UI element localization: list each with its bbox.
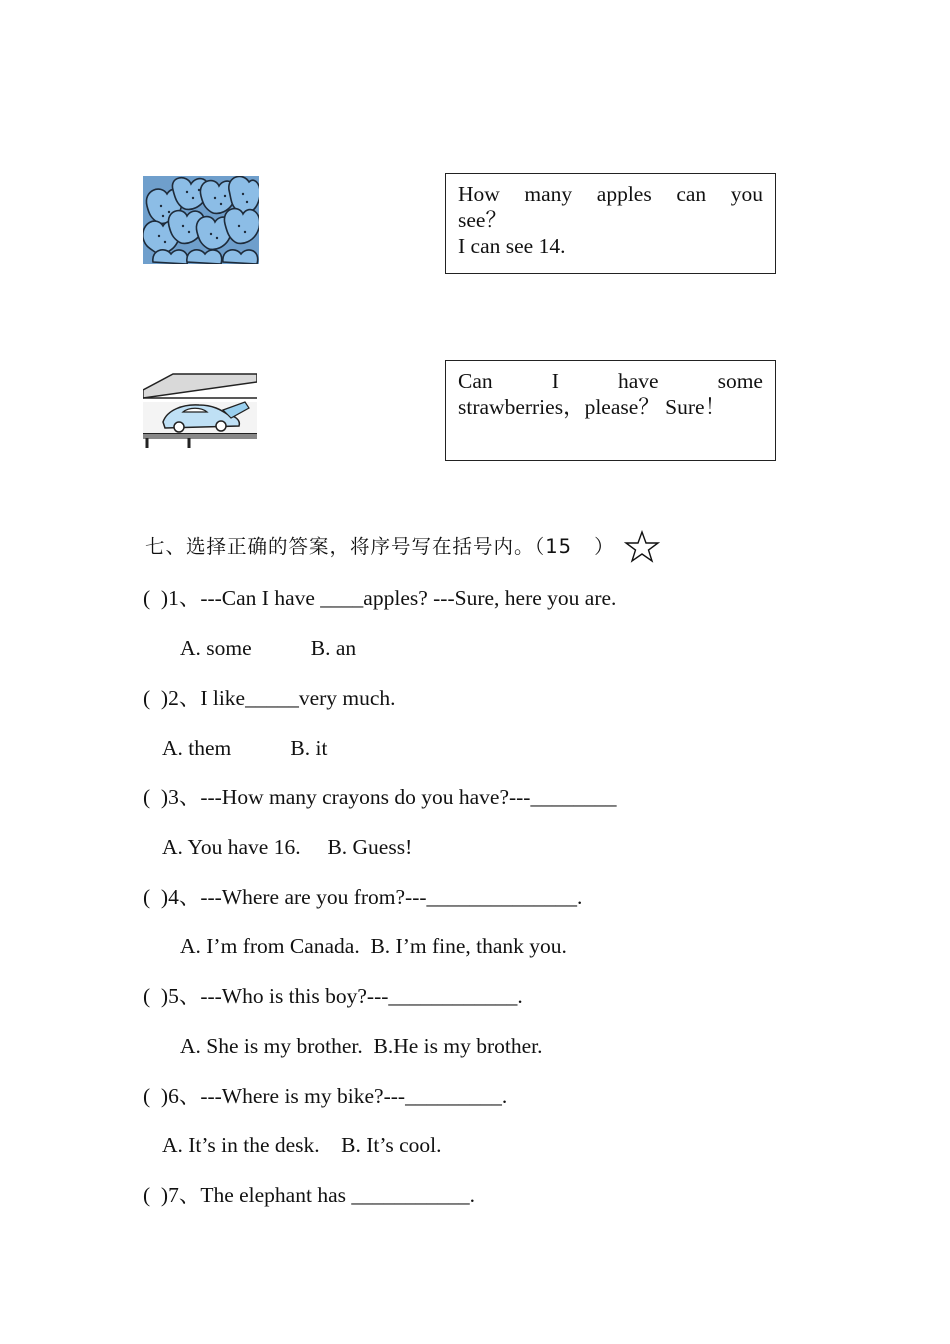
question-box <box>445 173 776 274</box>
car-under-desk-picture <box>143 372 257 448</box>
word: Can <box>458 369 493 393</box>
question-options: A. them B. it <box>162 736 328 760</box>
question-options: A. some B. an <box>180 636 357 660</box>
box-line <box>458 368 763 394</box>
box-line: see？ <box>458 208 507 232</box>
question-options: A. She is my brother. B.He is my brother. <box>180 1034 543 1058</box>
word: can <box>676 182 707 206</box>
question-stem: ( )3、---How many crayons do you have?---________ <box>143 785 617 809</box>
question-stem: ( )7、The elephant has ___________. <box>143 1183 475 1207</box>
question-stem: ( )5、---Who is this boy?---____________. <box>143 984 523 1008</box>
section-heading <box>145 534 615 560</box>
question-stem: ( )2、I like_____very much. <box>143 686 396 710</box>
question-box <box>445 360 776 461</box>
word: have <box>617 369 659 393</box>
question-stem: ( )4、---Where are you from?---______________. <box>143 885 583 909</box>
word: apples <box>596 182 652 206</box>
question-options: A. You have 16. B. Guess! <box>162 835 413 859</box>
star-outline-icon <box>624 530 660 564</box>
word: I <box>551 369 559 393</box>
word: many <box>524 182 573 206</box>
question-options: A. It’s in the desk. B. It’s cool. <box>162 1133 442 1157</box>
box-line: I can see 14. <box>458 234 566 258</box>
word: some <box>717 369 763 393</box>
box-line <box>458 181 763 207</box>
section-heading-close: ） <box>594 535 615 558</box>
question-stem: ( )1、---Can I have ____apples? ---Sure, here you are. <box>143 586 617 610</box>
section-heading-text: 七、选择正确的答案，将序号写在括号内。（15 <box>145 535 573 558</box>
question-options: A. I’m from Canada. B. I’m fine, thank you. <box>180 934 567 958</box>
word: you <box>730 182 763 206</box>
box-line: strawberries，please？ Sure！ <box>458 395 727 419</box>
word: How <box>458 182 500 206</box>
question-stem: ( )6、---Where is my bike?---_________. <box>143 1084 508 1108</box>
strawberries-picture <box>143 176 259 264</box>
